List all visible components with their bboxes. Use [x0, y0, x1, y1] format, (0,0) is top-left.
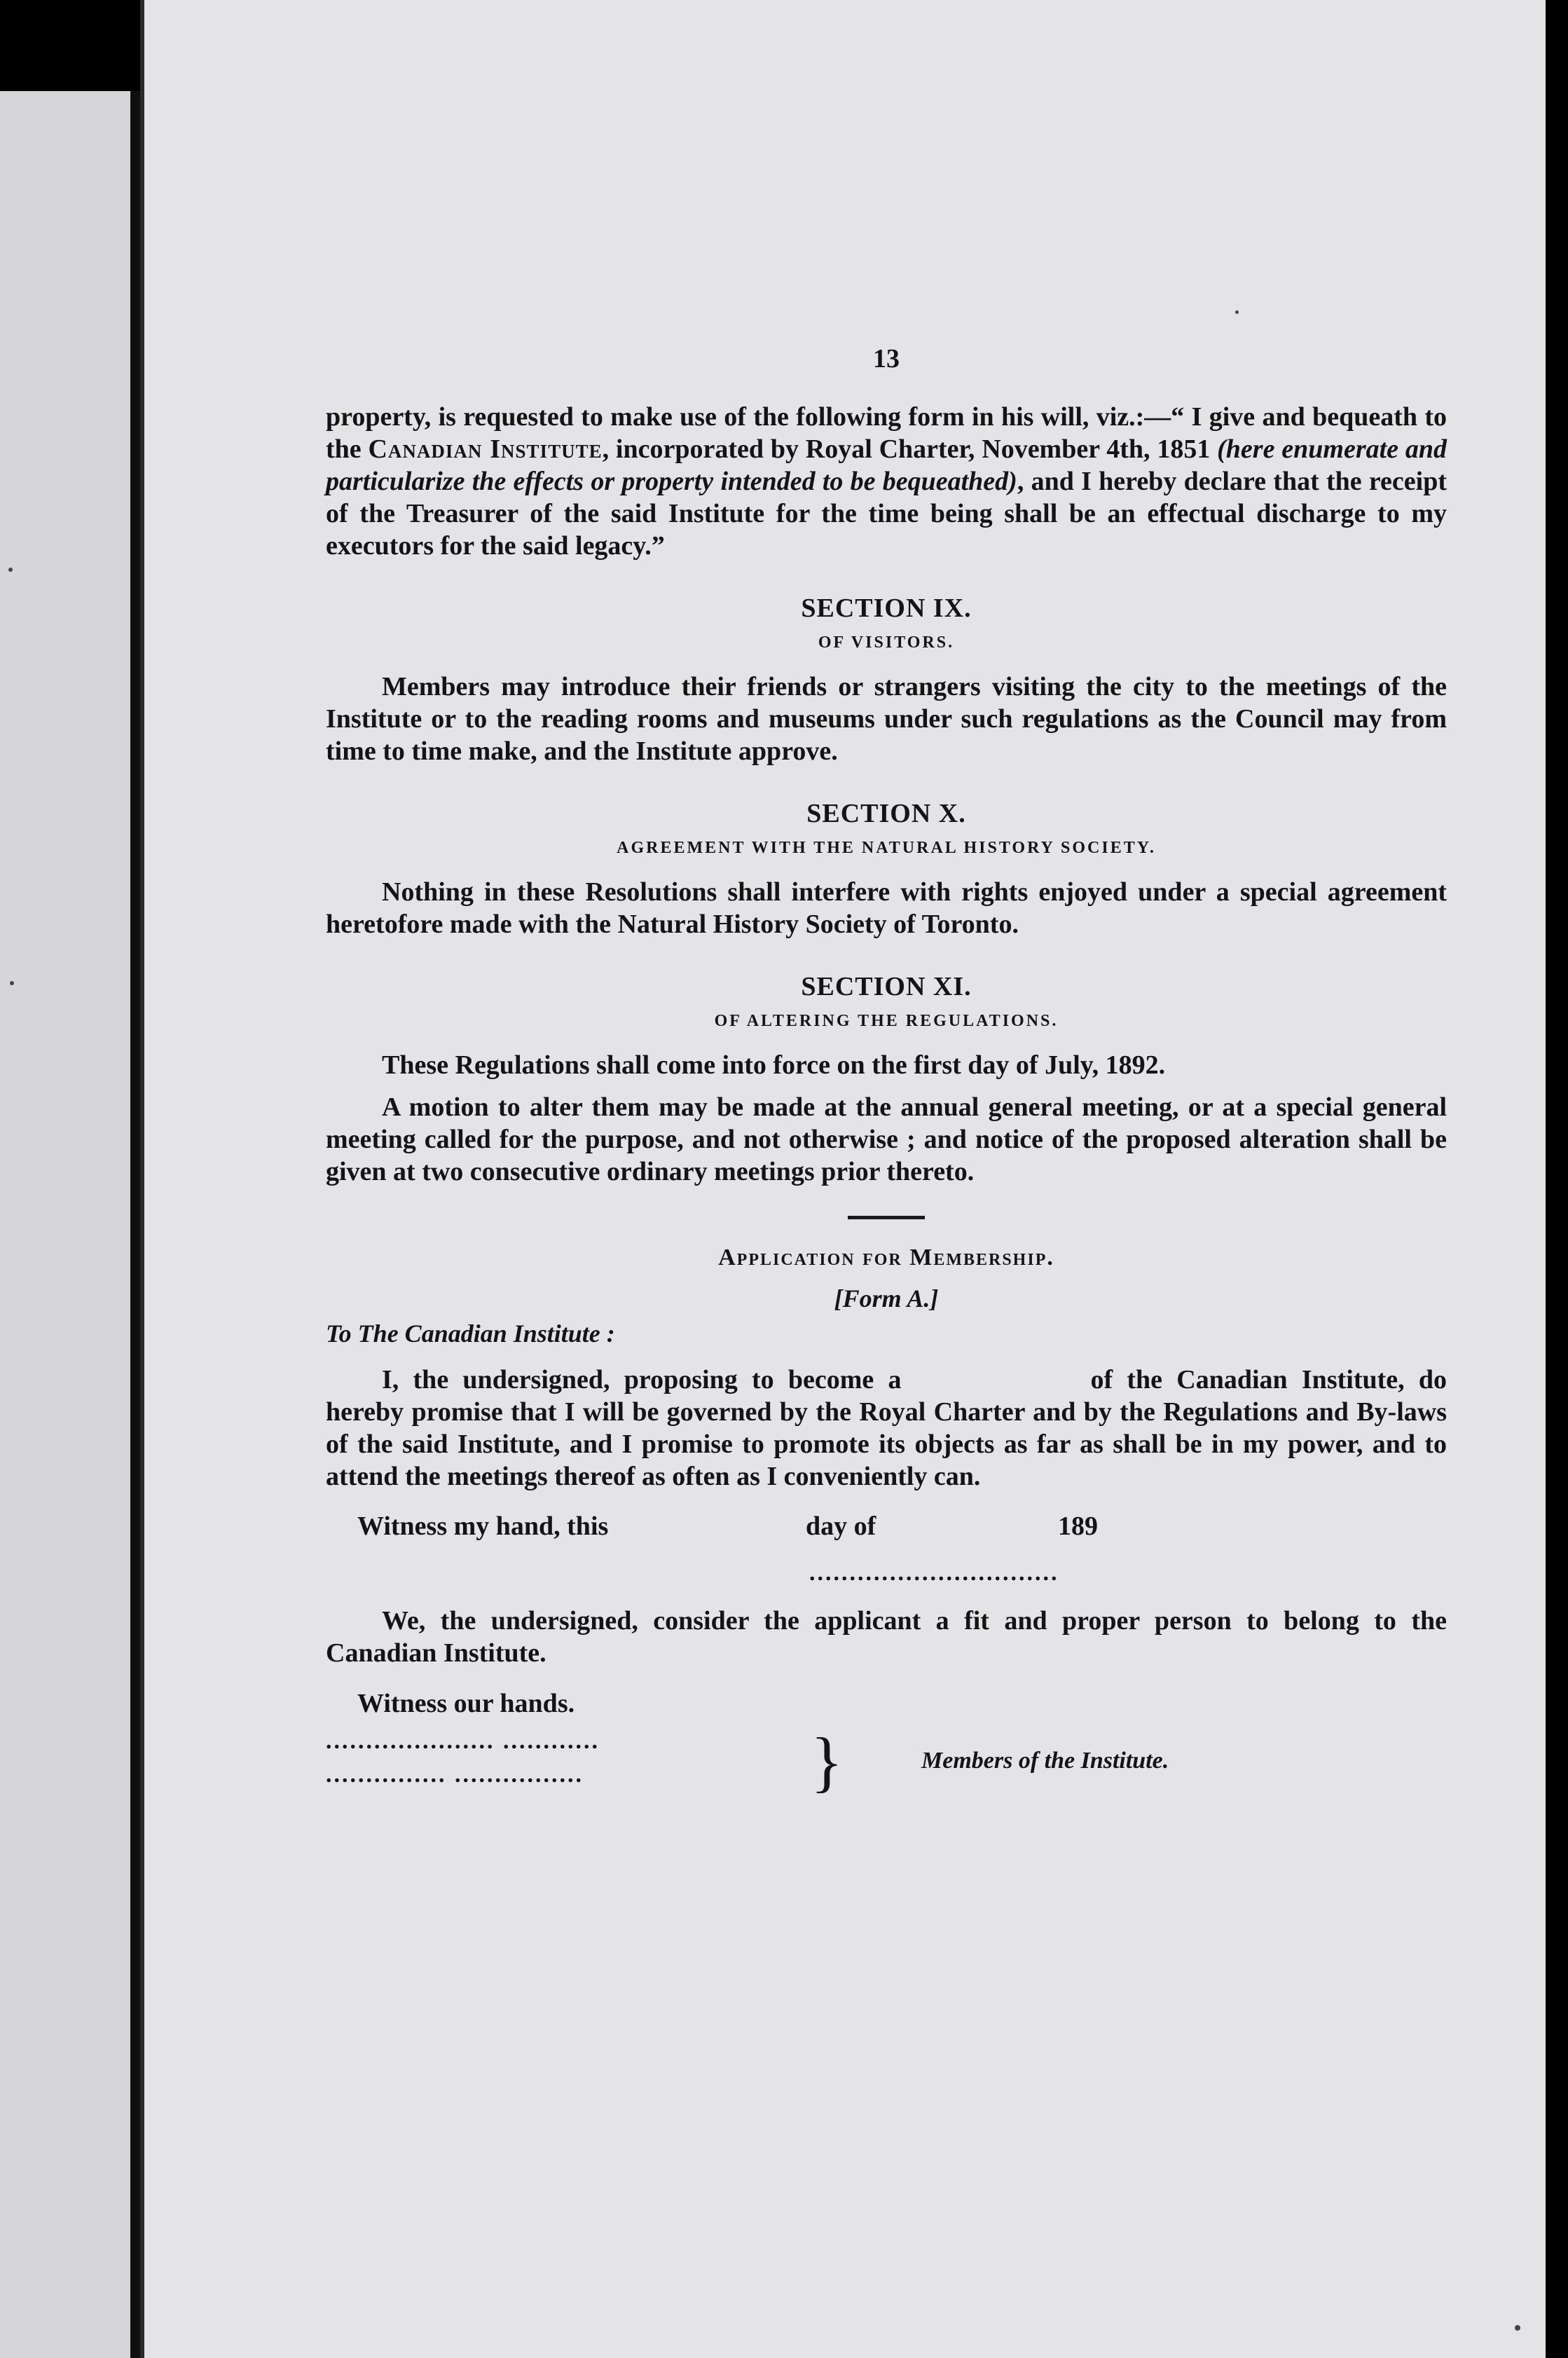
- witness-text: Witness my hand, this: [357, 1512, 609, 1541]
- bequest-lead-text: property, is requested to make use of the following form in his will, viz.:—“ I give and bequeath to the: [326, 402, 1447, 464]
- ink-speck: [8, 568, 13, 572]
- endorsement-paragraph: We, the undersigned, consider the applicant a fit and proper person to belong to the Canadian Institute.: [326, 1606, 1447, 1668]
- signature-brace: }: [811, 1724, 844, 1799]
- witness-line: [326, 1511, 1447, 1546]
- section-ix-subtitle: OF VISITORS.: [818, 633, 955, 652]
- section-xi-title: SECTION XI.: [801, 972, 972, 1001]
- bequest-tail-text: , and I hereby declare that the receipt of the Treasurer of the said Institute for the time being shall be an effectual discharge to my executors for the said legacy.”: [326, 467, 1447, 561]
- witness-year: 189: [1058, 1512, 1098, 1541]
- witness-our-hands: Witness our hands.: [357, 1689, 575, 1718]
- facing-page-margin: [0, 91, 140, 2358]
- declaration-start: I, the undersigned, proposing to become a: [382, 1365, 902, 1394]
- page-content: [326, 343, 1447, 1799]
- bequest-middle-text: , incorporated by Royal Charter, November 4th, 1851: [602, 434, 1218, 464]
- section-x-title: SECTION X.: [806, 799, 966, 828]
- salutation: To The Canadian Institute :: [326, 1319, 615, 1348]
- member-signature-row-1: [326, 1724, 1447, 1799]
- application-title: Application for Membership.: [718, 1245, 1054, 1270]
- members-of-institute-label: Members of the Institute.: [921, 1748, 1169, 1774]
- declaration-paragraph: [326, 1364, 1447, 1493]
- section-ix-paragraph: Members may introduce their friends or strangers visiting the city to the meetings of the Institute or to the reading rooms and museums under such regulations as the Council may from time to time make, and the Institute approve.: [326, 672, 1447, 766]
- member-signature-row-2: [326, 1762, 1447, 1795]
- member-signature-line-1: ..................... ............: [326, 1728, 600, 1754]
- page-gutter-line: [140, 0, 144, 2358]
- section-xi-subtitle: OF ALTERING THE REGULATIONS.: [714, 1012, 1059, 1030]
- bequest-form-paragraph: [326, 401, 1447, 562]
- section-x-paragraph: Nothing in these Resolutions shall interfere with rights enjoyed under a special agreement heretofore made with the Natural History Society of Toronto.: [326, 877, 1447, 939]
- section-ix-title: SECTION IX.: [801, 594, 972, 623]
- section-x-subtitle: AGREEMENT WITH THE NATURAL HISTORY SOCIETY.: [617, 839, 1156, 857]
- form-label: [Form A.]: [834, 1284, 939, 1312]
- facing-page-edge: [130, 91, 140, 2358]
- bequest-italic-note: (here enumerate and particularize the effects or property intended to be bequeathed): [326, 434, 1447, 496]
- member-signature-line-2: ............... ................: [326, 1762, 584, 1788]
- institute-name: Canadian Institute: [368, 434, 603, 464]
- ink-speck: [1515, 2325, 1520, 2331]
- section-xi-paragraph-1: These Regulations shall come into force on the first day of July, 1892.: [382, 1050, 1166, 1080]
- applicant-signature-line: ...............................: [809, 1560, 1059, 1586]
- ink-speck: [1235, 310, 1239, 314]
- declaration-rest: of the Canadian Institute, do hereby promise that I will be governed by the Royal Charter and by the Regulations and By-laws of the said Institute, and I promise to promote its objects as far as shall be in my power, and to attend the meetings thereof as often as I conveniently can.: [326, 1365, 1447, 1491]
- document-page: [140, 0, 1546, 2358]
- section-divider: [848, 1216, 925, 1219]
- page-number: 13: [873, 344, 900, 373]
- witness-day: day of: [806, 1512, 876, 1541]
- section-xi-paragraph-2: A motion to alter them may be made at the annual general meeting, or at a special general meeting called for the purpose, and not otherwise ; and notice of the proposed alteration shall be given at two consecutive ordinary meetings prior thereto.: [326, 1092, 1447, 1186]
- ink-speck: [10, 981, 14, 985]
